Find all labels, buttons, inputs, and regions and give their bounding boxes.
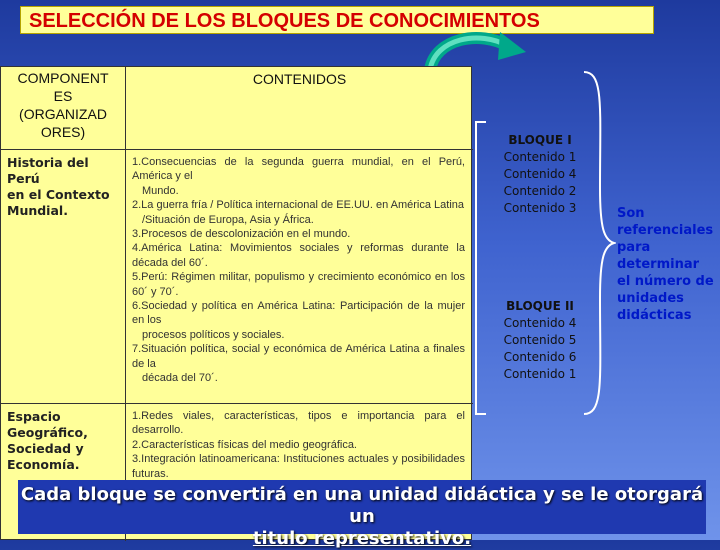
content-line: 2.La guerra fría / Política internacional de EE.UU. en América Latina [132,199,465,212]
contents-table [0,66,472,540]
bloque-item: Contenido 6 [503,350,577,364]
banner-line: Cada bloque se convertirá en una unidad didáctica y se le otorgará un [20,484,704,527]
component-line: Espacio [7,409,61,424]
content-line: /Situación de Europa, Asia y África. [142,213,314,226]
content-line: 1.Redes viales, características, tipos e importancia para el desarrollo. [132,410,465,437]
note-line: para [617,240,651,255]
bloque-item: Contenido 2 [503,184,577,198]
component-line: Sociedad y [7,441,84,456]
bloque-item: Contenido 3 [503,201,577,215]
contents-espacio [132,409,465,481]
component-espacio [7,409,123,473]
content-line: procesos políticos y sociales. [142,328,285,341]
note-line: didácticas [617,308,692,323]
content-line: década del 70´. [142,372,218,385]
content-line: 5.Perú: Régimen militar, populismo y crecimiento económico en los 60´ y 70´. [132,271,465,298]
content-line: 2.Características físicas del medio geográfica. [132,438,357,451]
header-contents: CONTENIDOS [252,71,347,87]
bloque-item: Contenido 5 [503,333,577,347]
content-line: 4.América Latina: Movimientos sociales y reformas durante la década del 60´. [132,242,465,269]
component-line: Historia del Perú [7,155,89,186]
bloque-item: Contenido 4 [503,167,577,181]
content-line: 7.Situación política, social y económica de América Latina a finales de la [132,343,465,370]
component-line: Geográfico, [7,425,88,440]
left-bracket-icon [468,118,488,418]
component-line: en el Contexto [7,187,110,202]
header-components [1,67,125,149]
bottom-banner [18,480,706,549]
note-line: determinar [617,257,700,272]
content-line: 1.Consecuencias de la segunda guerra mundial, en el Perú, América y el [132,156,465,183]
banner-line: titulo representativo. [252,528,472,549]
component-historia [7,155,123,219]
slide-title: SELECCIÓN DE LOS BLOQUES DE CONOCIMIENTOS [20,6,654,34]
note-line: Son [617,206,645,221]
bloque-item: Contenido 1 [503,367,577,381]
content-line: 3.Integración latinoamericana: Instituciones actuales y posibilidades futuras. [132,453,465,480]
right-brace-icon [580,68,616,418]
bloque-title: BLOQUE II [506,299,574,313]
component-line: Economía. [7,457,80,472]
content-line: Mundo. [142,184,179,197]
note-line: unidades [617,291,684,306]
side-note [617,205,717,324]
bloque-title: BLOQUE I [508,133,572,147]
bloque-item: Contenido 4 [503,316,577,330]
note-line: el número de [617,274,714,289]
bloque-item: Contenido 1 [503,150,577,164]
header-line: ORES) [40,124,86,140]
note-line: referenciales [617,223,714,238]
contents-historia [132,155,465,386]
header-line: COMPONENT [17,70,109,86]
header-line: (ORGANIZAD [19,106,107,122]
content-line: 6.Sociedad y política en América Latina: Participación de la mujer en los [132,300,465,327]
table-divider [1,149,473,150]
component-line: Mundial. [7,203,68,218]
table-divider [1,403,473,404]
content-line: 3.Procesos de descolonización en el mundo. [132,228,351,241]
header-line: ES [53,88,73,104]
